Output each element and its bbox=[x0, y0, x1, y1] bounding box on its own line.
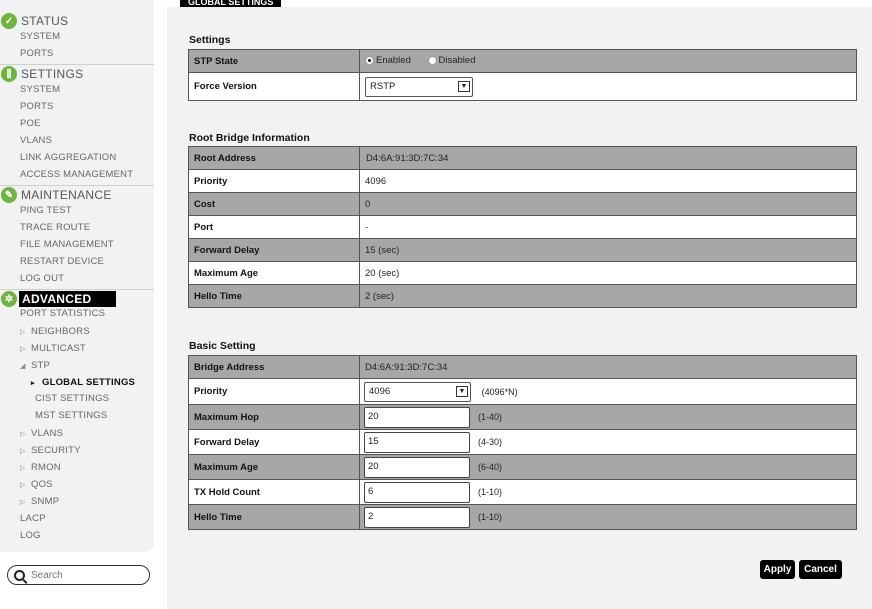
bridge-priority-label: Priority bbox=[189, 379, 360, 405]
table-row bbox=[189, 285, 857, 308]
sidebar-item-stp[interactable]: ◢ STP bbox=[20, 360, 51, 371]
root-maximum-age-label: Maximum Age bbox=[189, 262, 360, 285]
sidebar-item-poe[interactable]: POE bbox=[20, 118, 41, 129]
forward-delay-label: Forward Delay bbox=[189, 430, 360, 455]
maximum-hop-input[interactable]: 20 bbox=[364, 407, 470, 428]
root-cost-value: 0 bbox=[360, 193, 857, 216]
sidebar-item-log-out[interactable]: LOG OUT bbox=[20, 273, 65, 284]
expand-triangle-icon: ▷ bbox=[20, 482, 26, 489]
maximum-age-cell bbox=[360, 455, 857, 480]
table-row bbox=[189, 505, 857, 530]
tx-hold-count-input[interactable]: 6 bbox=[364, 482, 470, 503]
sidebar-item-port-statistics[interactable]: PORT STATISTICS bbox=[20, 308, 106, 319]
root-priority-value: 4096 bbox=[360, 170, 857, 193]
maximum-age-range: (6-40) bbox=[478, 462, 503, 472]
maximum-age-input[interactable]: 20 bbox=[364, 457, 470, 478]
sidebar-item-multicast[interactable]: ▷ MULTICAST bbox=[20, 343, 86, 354]
root-port-value: - bbox=[360, 216, 857, 239]
expand-triangle-icon: ▷ bbox=[20, 499, 26, 506]
basic-setting-section-title: Basic Setting bbox=[189, 340, 256, 352]
table-row bbox=[189, 262, 857, 285]
forward-delay-cell bbox=[360, 430, 857, 455]
sidebar-section-status[interactable]: ✓ STATUS bbox=[0, 12, 154, 30]
table-row bbox=[189, 193, 857, 216]
stp-enabled-radio[interactable]: Enabled bbox=[365, 55, 411, 66]
root-address-value: D4:6A:91:3D:7C:34 bbox=[360, 147, 857, 170]
force-version-cell bbox=[360, 73, 857, 101]
table-row bbox=[189, 430, 857, 455]
check-circle-icon: ✓ bbox=[1, 13, 17, 29]
sidebar-item-rmon[interactable]: ▷ RMON bbox=[20, 462, 61, 473]
page-title: GLOBAL SETTINGS bbox=[180, 0, 281, 7]
maximum-age-label: Maximum Age bbox=[189, 455, 360, 480]
bridge-priority-cell bbox=[360, 379, 857, 405]
search-box[interactable] bbox=[7, 565, 150, 585]
table-row bbox=[189, 50, 857, 73]
expand-triangle-icon: ▷ bbox=[20, 448, 26, 455]
hello-time-label: Hello Time bbox=[189, 505, 360, 530]
table-row bbox=[189, 147, 857, 170]
table-row bbox=[189, 480, 857, 505]
tx-hold-count-cell bbox=[360, 480, 857, 505]
apply-button[interactable]: Apply bbox=[760, 560, 795, 579]
sidebar-item-settings-system[interactable]: SYSTEM bbox=[20, 84, 61, 95]
radio-selected-icon bbox=[365, 56, 374, 65]
root-bridge-section-title: Root Bridge Information bbox=[189, 132, 310, 144]
sidebar-item-link-aggregation[interactable]: LINK AGGREGATION bbox=[20, 152, 117, 163]
sidebar-item-lacp[interactable]: LACP bbox=[20, 513, 46, 524]
sidebar-item-access-management[interactable]: ACCESS MANAGEMENT bbox=[20, 169, 134, 180]
table-row bbox=[189, 405, 857, 430]
expand-triangle-icon: ▷ bbox=[20, 431, 26, 438]
expand-triangle-icon: ▷ bbox=[20, 346, 26, 353]
forward-delay-input[interactable]: 15 bbox=[364, 432, 470, 453]
chevron-down-icon: ▼ bbox=[456, 386, 468, 397]
stp-state-radio-group bbox=[360, 50, 857, 73]
maximum-hop-cell bbox=[360, 405, 857, 430]
table-row bbox=[189, 379, 857, 405]
root-port-label: Port bbox=[189, 216, 360, 239]
hello-time-range: (1-10) bbox=[478, 512, 503, 522]
search-input[interactable] bbox=[31, 570, 141, 581]
bridge-address-label: Bridge Address bbox=[189, 356, 360, 379]
table-row bbox=[189, 239, 857, 262]
root-bridge-table bbox=[188, 146, 857, 308]
settings-table bbox=[188, 49, 857, 101]
stp-state-label: STP State bbox=[189, 50, 360, 73]
bridge-address-value: D4:6A:91:3D:7C:34 bbox=[360, 356, 857, 379]
expand-triangle-icon: ▷ bbox=[20, 465, 26, 472]
root-forward-delay-label: Forward Delay bbox=[189, 239, 360, 262]
basic-setting-table bbox=[188, 355, 857, 530]
root-maximum-age-value: 20 (sec) bbox=[360, 262, 857, 285]
collapse-triangle-icon: ◢ bbox=[20, 363, 26, 370]
tx-hold-count-range: (1-10) bbox=[478, 487, 503, 497]
root-hello-time-value: 2 (sec) bbox=[360, 285, 857, 308]
sidebar-section-advanced[interactable]: ✲ ADVANCED bbox=[0, 290, 154, 308]
search-icon[interactable] bbox=[14, 570, 25, 581]
sidebar-item-vlans[interactable]: VLANS bbox=[20, 135, 53, 146]
sidebar-item-mst-settings[interactable]: MST SETTINGS bbox=[35, 410, 108, 421]
sidebar-item-neighbors[interactable]: ▷ NEIGHBORS bbox=[20, 326, 90, 337]
sidebar-item-file-management[interactable]: FILE MANAGEMENT bbox=[20, 239, 114, 250]
stp-disabled-radio[interactable]: Disabled bbox=[428, 55, 476, 66]
sliders-icon: ⫼ bbox=[1, 66, 17, 82]
root-forward-delay-value: 15 (sec) bbox=[360, 239, 857, 262]
sidebar-item-snmp[interactable]: ▷ SNMP bbox=[20, 496, 60, 507]
table-row bbox=[189, 216, 857, 239]
root-hello-time-label: Hello Time bbox=[189, 285, 360, 308]
cancel-button[interactable]: Cancel bbox=[799, 560, 842, 579]
sidebar-item-trace-route[interactable]: TRACE ROUTE bbox=[20, 222, 91, 233]
table-row bbox=[189, 170, 857, 193]
forward-delay-range: (4-30) bbox=[478, 437, 503, 447]
sidebar-section-settings[interactable]: ⫼ SETTINGS bbox=[0, 65, 154, 83]
bridge-priority-select[interactable]: 4096 ▼ bbox=[364, 382, 471, 402]
table-row bbox=[189, 73, 857, 101]
root-address-label: Root Address bbox=[189, 147, 360, 170]
priority-range-hint: (4096*N) bbox=[481, 386, 518, 397]
tx-hold-count-label: TX Hold Count bbox=[189, 480, 360, 505]
sidebar-item-status-ports[interactable]: PORTS bbox=[20, 48, 54, 59]
sidebar-item-ping-test[interactable]: PING TEST bbox=[20, 205, 72, 216]
chevron-down-icon: ▼ bbox=[458, 81, 470, 92]
sidebar-item-advanced-vlans[interactable]: ▷ VLANS bbox=[20, 428, 64, 439]
sidebar-item-qos[interactable]: ▷ QOS bbox=[20, 479, 53, 490]
sidebar-item-restart-device[interactable]: RESTART DEVICE bbox=[20, 256, 105, 267]
force-version-label: Force Version bbox=[189, 73, 360, 101]
sidebar-item-log[interactable]: LOG bbox=[20, 530, 41, 541]
force-version-select[interactable]: RSTP ▼ bbox=[365, 77, 473, 97]
sidebar bbox=[0, 0, 154, 552]
sidebar-item-security[interactable]: ▷ SECURITY bbox=[20, 445, 81, 456]
gear-icon: ✲ bbox=[1, 291, 17, 307]
sidebar-item-status-system[interactable]: SYSTEM bbox=[20, 31, 61, 42]
maximum-hop-label: Maximum Hop bbox=[189, 405, 360, 430]
sidebar-section-maintenance[interactable]: ✎ MAINTENANCE bbox=[0, 186, 154, 204]
sidebar-item-cist-settings[interactable]: CIST SETTINGS bbox=[35, 393, 110, 404]
settings-section-title: Settings bbox=[189, 34, 231, 46]
expand-triangle-icon: ▷ bbox=[20, 329, 26, 336]
current-item-arrow-icon: ▸ bbox=[31, 380, 35, 387]
sidebar-item-global-settings[interactable]: ▸ GLOBAL SETTINGS bbox=[31, 377, 136, 388]
sidebar-item-settings-ports[interactable]: PORTS bbox=[20, 101, 54, 112]
hello-time-cell bbox=[360, 505, 857, 530]
table-row bbox=[189, 356, 857, 379]
maximum-hop-range: (1-40) bbox=[478, 412, 503, 422]
table-row bbox=[189, 455, 857, 480]
radio-unselected-icon bbox=[428, 56, 437, 65]
root-cost-label: Cost bbox=[189, 193, 360, 216]
wrench-icon: ✎ bbox=[1, 187, 17, 203]
hello-time-input[interactable]: 2 bbox=[364, 507, 470, 528]
root-priority-label: Priority bbox=[189, 170, 360, 193]
